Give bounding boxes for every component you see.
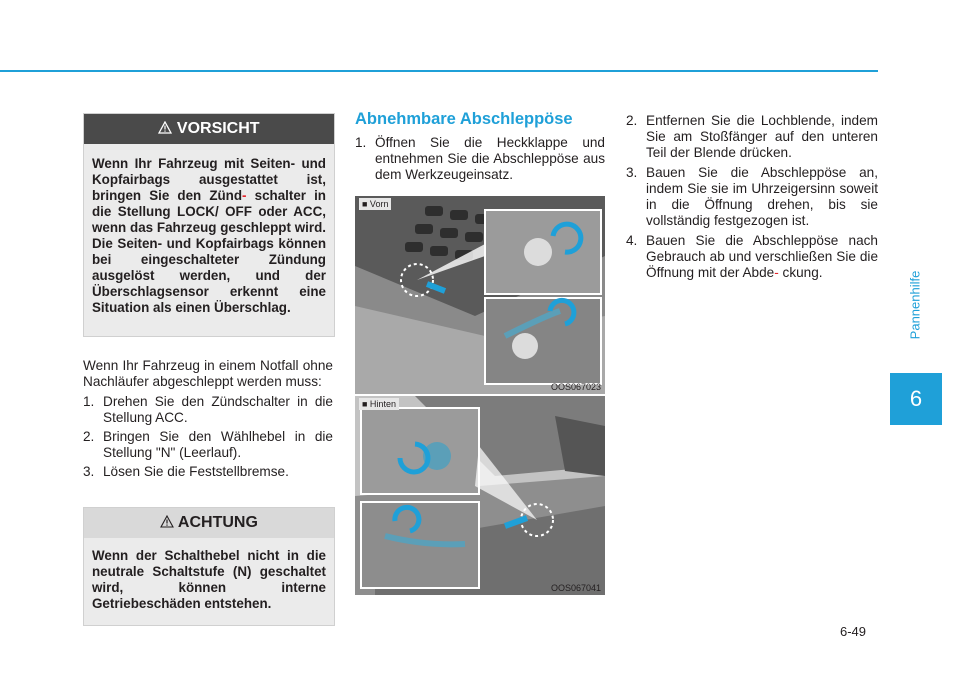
section-title: Abnehmbare Abschleppöse: [355, 110, 573, 128]
list-item: 2. Bringen Sie den Wählhebel in die Stellung "N" (Leerlauf).: [83, 429, 333, 460]
attention-text: Wenn der Schalthebel nicht in die neutrale Schaltstufe (N) geschaltet wird, können interne Getriebeschäden entstehen.: [92, 548, 326, 611]
caution-box: [83, 113, 335, 337]
attention-header: [84, 508, 334, 538]
list-item: 3. Lösen Sie die Feststellbremse.: [83, 464, 289, 479]
list-item: 2. Entfernen Sie die Lochblende, indem Sie am Stoßfänger auf den unteren Teil der Blende drücken.: [626, 113, 878, 160]
list-item: 1. Öffnen Sie die Heckklappe und entnehmen Sie die Abschleppöse aus dem Werkzeugeinsatz.: [355, 135, 605, 182]
list-item: 1. Drehen Sie den Zündschalter in die Stellung ACC.: [83, 394, 333, 425]
header-rule: [0, 70, 878, 72]
list-item: 4. Bauen Sie die Abschleppöse nach Gebrauch ab und verschließen Sie die Öffnung mit der Abde- ckung.: [626, 233, 878, 280]
warning-triangle-icon: [158, 120, 176, 137]
intro-steps: [83, 394, 333, 480]
intro-text: [83, 358, 333, 483]
intro-lead: Wenn Ihr Fahrzeug in einem Notfall ohne Nachläufer abgeschleppt werden muss:: [83, 358, 333, 389]
rear-tow-hook-illustration: [355, 396, 605, 595]
right-steps: [626, 113, 878, 284]
figure-rear: [355, 396, 605, 595]
figure-tag: ■ Vorn: [359, 198, 391, 210]
chapter-number: 6: [909, 386, 923, 411]
section-step-1: [355, 135, 605, 186]
caution-header: [84, 114, 334, 144]
figure-code: OOS067041: [550, 583, 601, 593]
caution-text: Wenn Ihr Fahrzeug mit Seiten- und Kopfairbags ausgestattet ist, bringen Sie den Zünd- schalter in die Stellung LOCK/ OFF oder ACC, wenn das Fahrzeug geschleppt wird. Die Seiten- und Kopfairbags können bei eingeschalteter Zündung ausgelöst werden, und der Überschlagsensor erkennt eine Situation als einen Überschlag.: [92, 156, 326, 315]
list-item: 3. Bauen Sie die Abschleppöse an, indem Sie sie im Uhrzeigersinn soweit in die Öffnung drehen, bis sie vollständig festgezogen ist.: [626, 165, 878, 228]
warning-triangle-icon: [160, 514, 178, 531]
caution-title: VORSICHT: [176, 120, 260, 137]
attention-title: ACHTUNG: [177, 514, 258, 531]
figure-tag: ■ Hinten: [359, 398, 399, 410]
figure-code: OOS067023: [550, 382, 601, 392]
figure-front: [355, 196, 605, 394]
attention-box: [83, 507, 335, 626]
chapter-number-tab: [890, 373, 942, 425]
chapter-label: Pannenhilfe: [907, 270, 923, 340]
page-number: 6-49: [840, 624, 867, 639]
front-tow-hook-illustration: [355, 196, 605, 394]
